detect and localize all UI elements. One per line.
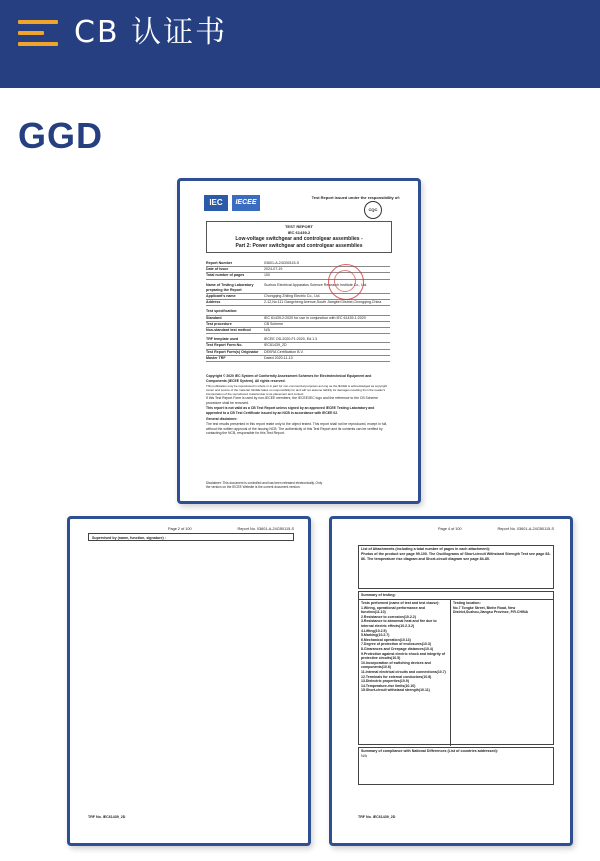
location-column [453, 601, 551, 615]
field-value: IEC61439_2D [264, 343, 287, 348]
menu-icon[interactable] [18, 20, 58, 46]
field-value: IECEE OD-2020-F1:2020, Ed.1.3 [264, 337, 318, 342]
field-value: N/A [264, 328, 270, 333]
field-row [206, 356, 390, 362]
page-title: CB 认证书 [74, 15, 228, 50]
test-item: 3.Resistance to abnormal heat and fire due to internal electric effects(10.2.3.2) [361, 619, 437, 628]
iecee-logo: IECEE [232, 195, 260, 211]
page2-number: Page 2 of 100 [168, 527, 192, 531]
tests-column [361, 601, 449, 693]
field-value: IEC 61439-2:2020 for use in conjunction with IEC 61439-1:2020 [264, 315, 366, 320]
test-item: 11.Internal electrical circuits and connections(10.7) [361, 669, 446, 674]
issued-by: Test Report issued under the responsibility of: [311, 195, 400, 200]
test-item: 15.Short-circuit withstand strength(10.11) [361, 688, 430, 693]
section-title: GGD [18, 115, 104, 156]
field-value: Dated 2020-11-10 [264, 355, 293, 360]
trf-note: If this Test Report Form is used by non-IECEE members, the IECEE/IEC logo and the reference to the CB Scheme procedure shall be removed. [206, 396, 378, 405]
attachments-box [358, 545, 554, 589]
national-diff-value: N/A [361, 754, 367, 758]
red-seal-stamp [328, 264, 364, 300]
iec-logo: IEC [204, 195, 228, 211]
certificate-page-2[interactable] [67, 516, 311, 846]
location-header: Testing location: [453, 601, 481, 605]
test-item: 7.Degree of protection of enclosures(10.3) [361, 642, 432, 647]
report-title-line: TEST REPORT [284, 224, 313, 229]
field-value: 2-12,No.111 Gangcheng Avenue,South Jiangbei District,Chongqing,China [264, 300, 382, 305]
test-item: 13.Dielectric properties(10.9) [361, 679, 409, 684]
field-label: Test procedure [206, 321, 232, 326]
field-label: Applicant's name [206, 294, 236, 299]
field-label: TRF template used [206, 337, 239, 342]
attachments-text: Photos of the product see page 99-100. The Oscillograms of Short-circuit Withstand Strength Test see page 83-86. The temperature rise diagram and Short-circuit diagram see page 84-85. [361, 552, 551, 561]
supervised-box: Supervised by (name, function, signature) : [88, 533, 294, 541]
field-label: Address [206, 300, 221, 305]
field-value: Suzhou Electrical Apparatus Science Research Institute Co., Ltd. [264, 282, 368, 287]
field-value: 2024-07-19 [264, 267, 283, 272]
test-item: 10.Incorporation of switching devices and components(10.6) [361, 660, 431, 670]
field-label: Total number of pages [206, 273, 245, 278]
location-text: No.7 Tongke Street, Binhe Road, New District,Suzhou,Jiangsu Province, P.R.CHINA [453, 605, 529, 615]
copyright-text: Copyright © 2020 IEC System of Conformity Assessment Schemes for Electrotechnical Equipment and Components (IECEE System). All rights reserved. [206, 374, 372, 383]
field-value: 03601-A-24CB0115-S [264, 261, 300, 265]
test-item: 8.Clearances and Creepage distances(10.4) [361, 646, 433, 651]
field-label: Master TRF [206, 355, 226, 360]
field-value: 100 [264, 273, 270, 278]
national-diff-box [358, 747, 554, 785]
report-subtitle-2: Part 2: Power switchgear and controlgear assemblies [235, 243, 363, 249]
validity-note: This report is not valid as a CB Test Report unless signed by an approved IECEE Testing Laboratory and appended to a CB Test Certificate issued by an NCB in accordance with IECEE 02. [206, 406, 375, 415]
test-item: 14.Temperature-rise limits(10.10) [361, 683, 416, 688]
field-label: Report Number [206, 261, 233, 265]
copyright-note: This publication may be reproduced in whole or in part for non-commercial purposes as long as the IECEE is acknowledged as copyright owner and source of the material. IECEE takes no responsibility for and will not assume liability for damages resulting from the reader's interpretation of the reproduced material due to its placement and context. [206, 384, 388, 396]
field-value: Chongqing Zhiling Electric Co., Ltd. [264, 294, 321, 299]
field-label: Standard [206, 315, 222, 320]
certificate-page-1[interactable] [177, 178, 421, 504]
summary-label: Summary of testing: [358, 591, 554, 599]
disclaimer-title: General disclaimer: [206, 417, 238, 421]
top-header [0, 0, 600, 88]
test-item: 2.Resistance to corrosion(10.2.2) [361, 614, 416, 619]
report-subtitle-1: Low-voltage switchgear and controlgear assemblies - [235, 236, 363, 242]
report-title-block [206, 221, 392, 253]
test-item: 6.Mechanical operation(10.13) [361, 637, 411, 642]
field-label: Non-standard test method [206, 328, 251, 333]
attachments-label: List of Attachments (including a total number of pages in each attachment): [361, 547, 491, 551]
page1-footer: Disclaimer: This document is controlled and has been released electronically. Only the version on the IECEE Website is the current document version. [206, 481, 323, 490]
test-item: 4.Lifting(10.2.5) [361, 628, 387, 633]
test-item: 12.Terminals for external conductors(10.8) [361, 674, 432, 679]
field-label: Test Report Form No. [206, 343, 243, 348]
field-value: CB Scheme [264, 321, 284, 326]
disclaimer-text: The test results presented in this report relate only to the object tested. This report shall not be reproduced, except in full, without the written approval of the Issuing NCB. The authenticity of this Test Report and its contents can be verified by contacting the NCB, responsible for this Test Report. [206, 422, 388, 436]
national-diff-label: Summary of compliance with National Differences (List of countries addressed): [361, 749, 498, 753]
field-label: Name of Testing Laboratory preparing the Report [206, 282, 254, 292]
tests-header: Tests performed (name of test and test clause): [361, 601, 440, 605]
page2-trf: TRF No. IEC61439_2D [88, 815, 126, 819]
tests-table [358, 599, 554, 745]
test-item: 9.Protection against electric shock and integrity of protective circuits(10.5) [361, 651, 446, 661]
field-label: Date of issue [206, 267, 229, 272]
page3-number: Page 4 of 100 [438, 527, 462, 531]
page3-report-no: Report No. 03601-A-24CB0115-S [497, 527, 554, 531]
test-item: 5.Marking(10.2.7) [361, 633, 390, 638]
test-item: 1.Wiring, operational performance and function(11.10) [361, 605, 425, 615]
page3-trf: TRF No. IEC61439_2D [358, 815, 396, 819]
report-standard-line: IEC 61439-2 [287, 230, 311, 235]
field-value: DEKRA Certification B.V. [264, 349, 304, 354]
certificate-page-3[interactable] [329, 516, 573, 846]
page2-report-no: Report No. 03601-A-24CB0115-S [237, 527, 294, 531]
cqc-logo: CQC [364, 201, 382, 219]
field-label: Test Report Form(s) Originator [206, 349, 259, 354]
spec-label: Test specification: [206, 309, 238, 314]
